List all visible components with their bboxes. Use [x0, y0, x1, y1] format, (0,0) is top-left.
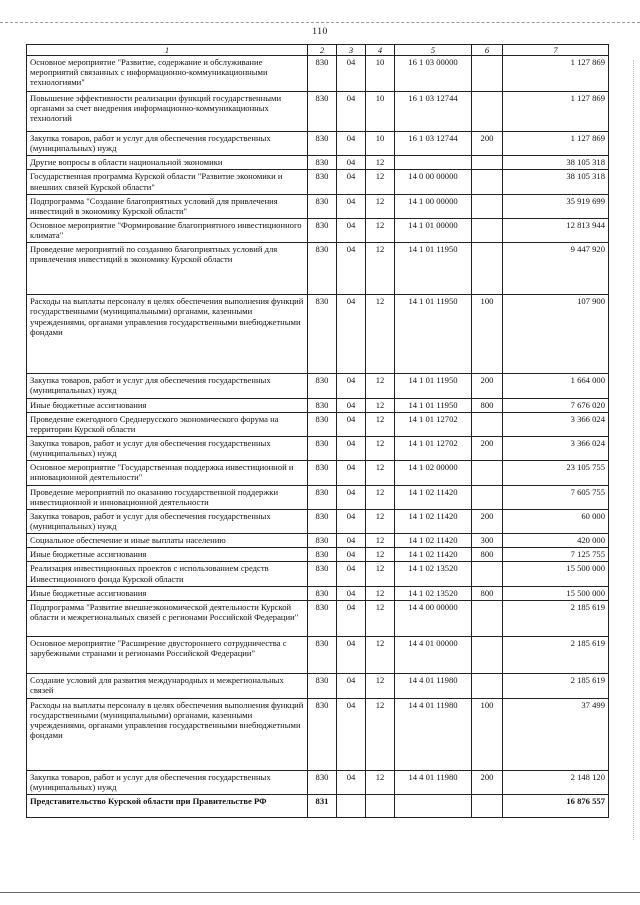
cell-col-5: 14 4 01 11980: [395, 770, 472, 794]
cell-col-3: 04: [337, 412, 366, 436]
cell-col-3: 04: [337, 156, 366, 170]
cell-amount: 1 127 869: [503, 56, 609, 92]
cell-col-6: [472, 673, 503, 698]
cell-col-4: 12: [366, 548, 395, 562]
cell-name: Расходы на выплаты персоналу в целях обеспечения выполнения функций государственными (муниципальными) органами, казенными учреждениями, органами управления государственными внебюджетными фондами: [27, 295, 308, 374]
cell-col-5: 16 1 03 00000: [395, 56, 472, 92]
cell-col-2: 830: [308, 295, 337, 374]
cell-col-3: 04: [337, 698, 366, 770]
cell-col-6: 800: [472, 586, 503, 600]
cell-amount: 1 127 869: [503, 132, 609, 156]
header-col-4: 4: [366, 45, 395, 56]
cell-name: Закупка товаров, работ и услуг для обеспечения государственных (муниципальных) нужд: [27, 374, 308, 398]
table-row: [27, 398, 609, 412]
top-scan-rule: [0, 22, 640, 23]
cell-col-6: 100: [472, 698, 503, 770]
table-row: [27, 219, 609, 243]
cell-col-3: 04: [337, 92, 366, 132]
cell-name: Представительство Курской области при Правительстве РФ: [27, 795, 308, 818]
cell-amount: 420 000: [503, 534, 609, 548]
table-row: [27, 156, 609, 170]
cell-amount: 1 127 869: [503, 92, 609, 132]
cell-col-4: [366, 795, 395, 818]
cell-col-2: 830: [308, 132, 337, 156]
cell-col-3: 04: [337, 461, 366, 485]
cell-col-4: 12: [366, 534, 395, 548]
cell-col-2: 830: [308, 374, 337, 398]
cell-name: Закупка товаров, работ и услуг для обеспечения государственных (муниципальных) нужд: [27, 132, 308, 156]
cell-amount: 2 185 619: [503, 636, 609, 673]
table-row: [27, 56, 609, 92]
cell-name: Создание условий для развития международных и межрегиональных связей: [27, 673, 308, 698]
cell-col-2: 830: [308, 412, 337, 436]
cell-col-5: 14 1 01 00000: [395, 219, 472, 243]
cell-col-2: 830: [308, 436, 337, 460]
cell-col-3: 04: [337, 219, 366, 243]
cell-name: Подпрограмма "Развитие внешнеэкономической деятельности Курской области и межрегиональных связей с регионами Российской Федерации": [27, 600, 308, 636]
cell-col-2: 830: [308, 92, 337, 132]
cell-col-5: 14 1 02 13520: [395, 586, 472, 600]
table-row: [27, 698, 609, 770]
cell-col-5: 14 4 01 00000: [395, 636, 472, 673]
cell-col-3: 04: [337, 56, 366, 92]
cell-col-6: [472, 485, 503, 509]
cell-col-2: 830: [308, 156, 337, 170]
cell-col-4: 12: [366, 295, 395, 374]
header-row: [27, 45, 609, 56]
cell-name: Иные бюджетные ассигнования: [27, 548, 308, 562]
cell-col-4: 12: [366, 156, 395, 170]
cell-amount: 3 366 024: [503, 436, 609, 460]
cell-col-3: 04: [337, 374, 366, 398]
cell-col-6: 800: [472, 548, 503, 562]
cell-amount: 7 125 755: [503, 548, 609, 562]
cell-col-3: [337, 795, 366, 818]
cell-col-6: 200: [472, 132, 503, 156]
cell-col-4: 10: [366, 56, 395, 92]
table-row: [27, 586, 609, 600]
cell-col-3: 04: [337, 636, 366, 673]
cell-col-4: 12: [366, 461, 395, 485]
cell-name: Социальное обеспечение и иные выплаты населению: [27, 534, 308, 548]
cell-col-3: 04: [337, 534, 366, 548]
cell-col-4: 12: [366, 562, 395, 586]
cell-name: Расходы на выплаты персоналу в целях обеспечения выполнения функций государственными (муниципальными) органами, казенными учреждениями, органами управления государственными внебюджетными фондами: [27, 698, 308, 770]
cell-col-5: 14 1 01 11950: [395, 398, 472, 412]
cell-col-5: 14 1 02 11420: [395, 548, 472, 562]
cell-col-5: 14 1 01 11950: [395, 295, 472, 374]
cell-amount: 15 500 000: [503, 586, 609, 600]
cell-col-6: 800: [472, 398, 503, 412]
cell-name: Основное мероприятие "Развитие, содержание и обслуживание мероприятий связанных с информационно-коммуникационными технологиями": [27, 56, 308, 92]
cell-amount: 7 676 020: [503, 398, 609, 412]
cell-col-3: 04: [337, 295, 366, 374]
cell-amount: 2 148 120: [503, 770, 609, 794]
cell-col-6: [472, 219, 503, 243]
cell-col-4: 12: [366, 698, 395, 770]
cell-col-3: 04: [337, 132, 366, 156]
cell-col-5: 14 4 00 00000: [395, 600, 472, 636]
cell-col-4: 12: [366, 600, 395, 636]
bottom-scan-rule: [0, 892, 640, 893]
header-col-6: 6: [472, 45, 503, 56]
scan-edge-mark: [633, 60, 635, 840]
cell-amount: 12 813 944: [503, 219, 609, 243]
cell-amount: 16 876 557: [503, 795, 609, 818]
cell-amount: 9 447 920: [503, 243, 609, 295]
cell-col-2: 830: [308, 194, 337, 218]
table-row: [27, 673, 609, 698]
table-row: [27, 170, 609, 194]
table-row: [27, 374, 609, 398]
cell-col-4: 12: [366, 636, 395, 673]
cell-col-5: 14 1 02 11420: [395, 485, 472, 509]
cell-col-5: 14 1 01 12702: [395, 436, 472, 460]
table-row: [27, 132, 609, 156]
cell-col-2: 830: [308, 219, 337, 243]
cell-col-5: 14 1 01 12702: [395, 412, 472, 436]
cell-name: Иные бюджетные ассигнования: [27, 398, 308, 412]
cell-col-2: 830: [308, 770, 337, 794]
cell-amount: 23 105 755: [503, 461, 609, 485]
cell-col-4: 12: [366, 586, 395, 600]
cell-name: Государственная программа Курской области "Развитие экономики и внешних связей Курской области": [27, 170, 308, 194]
cell-name: Основное мероприятие "Расширение двустороннего сотрудничества с зарубежными странами и регионами Российской Федерации": [27, 636, 308, 673]
cell-col-4: 12: [366, 374, 395, 398]
cell-col-4: 12: [366, 194, 395, 218]
table-row: [27, 92, 609, 132]
cell-col-6: 200: [472, 374, 503, 398]
cell-col-5: 16 1 03 12744: [395, 92, 472, 132]
cell-amount: 3 366 024: [503, 412, 609, 436]
cell-name: Другие вопросы в области национальной экономики: [27, 156, 308, 170]
cell-col-5: 14 4 01 11980: [395, 698, 472, 770]
cell-name: Проведение мероприятий по оказанию государственной поддержки инвестиционной и инновационной деятельности: [27, 485, 308, 509]
cell-col-6: 300: [472, 534, 503, 548]
cell-col-5: 14 4 01 11980: [395, 673, 472, 698]
table-body: [27, 56, 609, 818]
cell-amount: 2 185 619: [503, 673, 609, 698]
table-row: [27, 436, 609, 460]
cell-col-5: 16 1 03 12744: [395, 132, 472, 156]
cell-col-6: [472, 194, 503, 218]
cell-col-3: 04: [337, 485, 366, 509]
cell-col-5: 14 1 01 11950: [395, 243, 472, 295]
cell-col-3: 04: [337, 243, 366, 295]
cell-col-2: 830: [308, 548, 337, 562]
cell-col-3: 04: [337, 770, 366, 794]
cell-col-6: 100: [472, 295, 503, 374]
cell-col-4: 12: [366, 398, 395, 412]
cell-col-6: [472, 56, 503, 92]
header-col-1: 1: [27, 45, 308, 56]
cell-amount: 35 919 699: [503, 194, 609, 218]
table-row: [27, 461, 609, 485]
cell-amount: 2 185 619: [503, 600, 609, 636]
cell-col-3: 04: [337, 548, 366, 562]
cell-col-6: [472, 636, 503, 673]
cell-col-2: 830: [308, 698, 337, 770]
cell-amount: 7 605 755: [503, 485, 609, 509]
cell-col-3: 04: [337, 436, 366, 460]
cell-amount: 38 105 318: [503, 156, 609, 170]
cell-col-6: [472, 92, 503, 132]
cell-col-5: 14 1 01 11950: [395, 374, 472, 398]
cell-name: Проведение ежегодного Среднерусского экономического форума на территории Курской области: [27, 412, 308, 436]
cell-amount: 38 105 318: [503, 170, 609, 194]
cell-col-3: 04: [337, 586, 366, 600]
header-col-5: 5: [395, 45, 472, 56]
cell-col-5: [395, 156, 472, 170]
cell-col-6: [472, 562, 503, 586]
cell-col-4: 12: [366, 219, 395, 243]
table-row: [27, 412, 609, 436]
cell-col-2: 830: [308, 636, 337, 673]
cell-col-6: 200: [472, 436, 503, 460]
cell-col-2: 830: [308, 56, 337, 92]
cell-col-2: 830: [308, 243, 337, 295]
cell-col-3: 04: [337, 562, 366, 586]
table-row: [27, 295, 609, 374]
cell-col-5: 14 1 00 00000: [395, 194, 472, 218]
cell-col-4: 12: [366, 673, 395, 698]
cell-name: Иные бюджетные ассигнования: [27, 586, 308, 600]
cell-amount: 107 900: [503, 295, 609, 374]
cell-col-3: 04: [337, 509, 366, 533]
table-row: [27, 509, 609, 533]
cell-col-3: 04: [337, 600, 366, 636]
cell-col-2: 830: [308, 600, 337, 636]
cell-name: Основное мероприятие "Формирование благоприятного инвестиционного климата": [27, 219, 308, 243]
cell-amount: 1 664 000: [503, 374, 609, 398]
cell-col-2: 830: [308, 562, 337, 586]
cell-col-5: 14 1 02 11420: [395, 534, 472, 548]
header-col-3: 3: [337, 45, 366, 56]
cell-col-2: 830: [308, 398, 337, 412]
cell-col-3: 04: [337, 398, 366, 412]
header-col-2: 2: [308, 45, 337, 56]
cell-col-4: 10: [366, 132, 395, 156]
table-row: [27, 770, 609, 794]
cell-col-5: 14 1 02 00000: [395, 461, 472, 485]
table-row: [27, 194, 609, 218]
cell-col-6: [472, 600, 503, 636]
cell-col-6: 200: [472, 509, 503, 533]
cell-col-4: 10: [366, 92, 395, 132]
cell-name: Подпрограмма "Создание благоприятных условий для привлечения инвестиций в экономику Курской области": [27, 194, 308, 218]
table-row: [27, 636, 609, 673]
cell-col-5: 14 0 00 00000: [395, 170, 472, 194]
cell-col-6: [472, 243, 503, 295]
cell-col-3: 04: [337, 170, 366, 194]
cell-name: Основное мероприятие "Государственная поддержка инвестиционной и инновационной деятельности": [27, 461, 308, 485]
cell-col-3: 04: [337, 673, 366, 698]
cell-name: Повышение эффективности реализации функций государственными органами за счет внедрения информационно-коммуникационных технологий: [27, 92, 308, 132]
table-row: [27, 485, 609, 509]
cell-col-6: [472, 156, 503, 170]
budget-table: [26, 44, 609, 818]
cell-col-6: [472, 170, 503, 194]
cell-col-4: 12: [366, 770, 395, 794]
cell-amount: 60 000: [503, 509, 609, 533]
cell-col-6: 200: [472, 770, 503, 794]
cell-amount: 37 499: [503, 698, 609, 770]
cell-col-4: 12: [366, 170, 395, 194]
cell-name: Проведение мероприятий по созданию благоприятных условий для привлечения инвестиций в экономику Курской области: [27, 243, 308, 295]
cell-col-4: 12: [366, 243, 395, 295]
cell-col-2: 830: [308, 485, 337, 509]
cell-name: Реализация инвестиционных проектов с использованием средств Инвестиционного фонда Курской области: [27, 562, 308, 586]
cell-name: Закупка товаров, работ и услуг для обеспечения государственных (муниципальных) нужд: [27, 509, 308, 533]
cell-col-3: 04: [337, 194, 366, 218]
cell-col-2: 830: [308, 673, 337, 698]
page-number: 110: [312, 27, 328, 37]
cell-amount: 15 500 000: [503, 562, 609, 586]
table-row: [27, 548, 609, 562]
cell-col-4: 12: [366, 509, 395, 533]
cell-col-5: [395, 795, 472, 818]
cell-col-4: 12: [366, 485, 395, 509]
cell-col-2: 830: [308, 461, 337, 485]
cell-col-2: 831: [308, 795, 337, 818]
header-col-7: 7: [503, 45, 609, 56]
cell-col-5: 14 1 02 11420: [395, 509, 472, 533]
cell-col-6: [472, 412, 503, 436]
cell-col-2: 830: [308, 534, 337, 548]
table-row: [27, 562, 609, 586]
table-row: [27, 795, 609, 818]
table-row: [27, 534, 609, 548]
cell-col-5: 14 1 02 13520: [395, 562, 472, 586]
table-row: [27, 600, 609, 636]
cell-col-2: 830: [308, 586, 337, 600]
cell-name: Закупка товаров, работ и услуг для обеспечения государственных (муниципальных) нужд: [27, 436, 308, 460]
cell-col-2: 830: [308, 509, 337, 533]
cell-col-4: 12: [366, 412, 395, 436]
cell-col-6: [472, 795, 503, 818]
table-row: [27, 243, 609, 295]
cell-col-2: 830: [308, 170, 337, 194]
cell-col-4: 12: [366, 436, 395, 460]
cell-name: Закупка товаров, работ и услуг для обеспечения государственных (муниципальных) нужд: [27, 770, 308, 794]
cell-col-6: [472, 461, 503, 485]
